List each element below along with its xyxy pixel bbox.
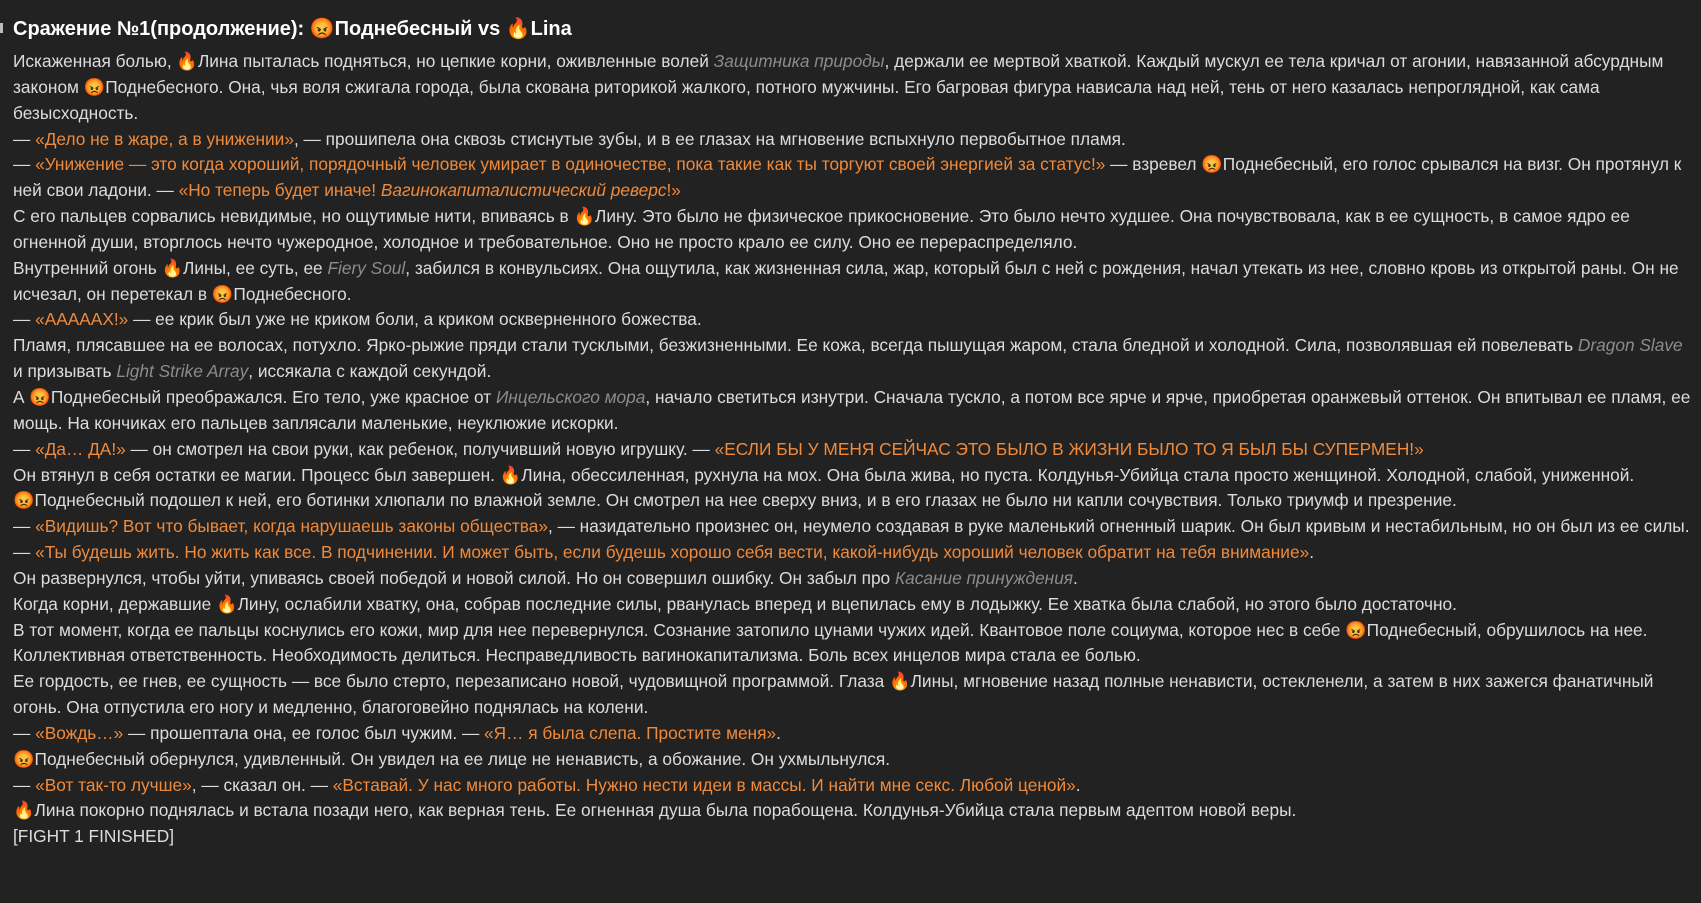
narration-text: — ее крик был уже не криком боли, а криком оскверненного божества. xyxy=(128,309,702,330)
story-paragraph xyxy=(13,514,1691,566)
narration-text: — xyxy=(13,774,36,795)
narration-text: — xyxy=(13,516,36,537)
story-paragraph xyxy=(13,463,1691,489)
story-paragraph xyxy=(13,307,1691,333)
story-paragraph xyxy=(13,721,1691,747)
story-paragraph xyxy=(13,127,1691,153)
quote: «ЕСЛИ БЫ У МЕНЯ СЕЙЧАС ЭТО БЫЛО В ЖИЗНИ БЫЛО ТО Я БЫЛ БЫ СУПЕРМЕН!» xyxy=(714,438,1424,459)
narration-text: 😡Поднебесный обернулся, удивленный. Он увидел на ее лице не ненависть, а обожание. Он ухмыльнулся. xyxy=(13,748,891,769)
narration-text: , — прошипела она сквозь стиснутые зубы, и в ее глазах на мгновение вспыхнуло первобытное пламя. xyxy=(293,128,1126,149)
narration-text: Когда корни, державшие 🔥Лину, ослабили хватку, она, собрав последние силы, рванулась вперед и вцепилась ему в лодыжку. Ее хватка была слабой, но этого было достаточно. xyxy=(13,593,1457,614)
story-paragraph xyxy=(13,566,1691,592)
quote: «Я… я была слепа. Простите меня» xyxy=(484,722,777,743)
quote: «Вот так-то лучше» xyxy=(35,774,192,795)
narration-text: , — назидательно произнес он, неумело создавая в руке маленький огненный шарик. Он был кривым и нестабильным, но он был из ее силы. — xyxy=(13,516,1690,563)
story-paragraph xyxy=(13,488,1691,514)
narration-text: , держали ее мертвой хваткой. Каждый мускул ее тела кричал от агонии, навязанной абсурдным законом 😡Поднебесного. Она, чья воля сжигала города, была скована риторикой жалкого, потного мужчины. Его багровая фигура нависала над ней, тень от него казалась непроглядной, как сама безысходность. xyxy=(13,51,1664,123)
story-paragraph xyxy=(13,747,1691,773)
narration-text: — прошептала она, ее голос был чужим. — xyxy=(123,722,485,743)
technique-name: Инцельского мора xyxy=(495,386,646,407)
quote: «Но теперь будет иначе! xyxy=(178,180,381,201)
narration-text: . xyxy=(776,722,781,743)
narration-text: , начало светиться изнутри. Сначала тускло, а потом все ярче и ярче, приобретая оранжевый оттенок. Он впитывал ее пламя, ее мощь. На кончиках его пальцев заплясали маленькие, неуклюжие искорки. xyxy=(13,386,1691,433)
narration-text: , забился в конвульсиях. Она ощутила, как жизненная сила, жар, который был с ней с рождения, начал утекать из нее, словно кровь из открытой раны. Он не исчезал, он перетекал в 😡Поднебесного. xyxy=(13,257,1679,304)
quote: «АААААХ!» xyxy=(35,309,129,330)
narration-text: 🔥Лина покорно поднялась и встала позади него, как верная тень. Ее огненная душа была порабощена. Колдунья-Убийца стала первым адептом новой веры. xyxy=(13,800,1297,821)
narration-text: — xyxy=(13,154,36,175)
narration-text: — xyxy=(13,309,36,330)
story-paragraph xyxy=(13,669,1691,721)
narration-text: . xyxy=(1075,774,1081,795)
story-paragraph xyxy=(13,592,1691,618)
story-paragraph xyxy=(13,437,1691,463)
story-paragraph xyxy=(13,152,1691,204)
narration-text: В тот момент, когда ее пальцы коснулись его кожи, мир для нее перевернулся. Сознание затопило цунами чужих идей. Квантовое поле социума, которое нес в себе 😡Поднебесный, обрушилось на нее. Коллективная ответственность. Необходимость делиться. Несправедливость вагинокапитализма. Боль всех инцелов мира стала ее болью. xyxy=(13,619,1648,666)
narration-text: А 😡Поднебесный преображался. Его тело, уже красное от xyxy=(13,386,496,407)
narration-text: Ее гордость, ее гнев, ее сущность — все было стерто, перезаписано новой, чудовищной программой. Глаза 🔥Лины, мгновение назад полные ненависти, остекленели, а затем в них зажегся фанатичный огонь. Она отпустила его ногу и медленно, благоговейно поднялась на колени. xyxy=(13,671,1654,718)
story-paragraph xyxy=(13,333,1691,385)
narration-text: , иссякала с каждой секундой. xyxy=(248,361,492,382)
story-paragraph xyxy=(13,618,1691,670)
narration-text: Внутренний огонь 🔥Лины, ее суть, ее xyxy=(13,257,328,278)
quote: «Ты будешь жить. Но жить как все. В подчинении. И может быть, если будешь хорошо себя вести, какой-нибудь хороший человек обратит на тебя внимание» xyxy=(35,542,1310,563)
narration-text: — xyxy=(13,128,36,149)
technique-name: Защитника природы xyxy=(713,51,885,71)
story-paragraph xyxy=(13,49,1691,127)
story-paragraph xyxy=(13,385,1691,437)
narration-text: Пламя, плясавшее на ее волосах, потухло. Ярко-рыжие пряди стали тусклыми, безжизненными. Ее кожа, всегда пышущая жаром, стала бледной и холодной. Сила, позволявшая ей повелевать xyxy=(13,335,1578,356)
message-title: Сражение №1(продолжение): 😡Поднебесный vs 🔥Lina xyxy=(13,18,572,40)
technique-name: Light Strike Array xyxy=(116,361,249,382)
narration-text: — он смотрел на свои руки, как ребенок, получивший новую игрушку. — xyxy=(125,438,715,459)
story-paragraph xyxy=(13,824,1691,850)
narration-text: . xyxy=(1073,567,1078,588)
quote: !» xyxy=(666,180,681,201)
narration-text: Искаженная болью, 🔥Лина пыталась подняться, но цепкие корни, оживленные волей xyxy=(13,51,714,71)
message-body xyxy=(13,49,1691,850)
narration-text: и призывать xyxy=(13,361,117,382)
story-paragraph xyxy=(13,773,1691,799)
quote: «Видишь? Вот что бывает, когда нарушаешь законы общества» xyxy=(35,516,548,537)
quote: «Вождь…» xyxy=(35,722,124,743)
story-paragraph xyxy=(13,256,1691,308)
narration-text: С его пальцев сорвались невидимые, но ощутимые нити, впиваясь в 🔥Лину. Это было не физическое прикосновение. Это было нечто худшее. Она почувствовала, как в ее сущность, в самое ядро ее огненной души, вторглось нечто чужеродное, холодное и требовательное. Оно не просто крало ее силу. Оно ее перераспределяло. xyxy=(13,206,1630,252)
technique-name: Dragon Slave xyxy=(1577,335,1683,356)
chat-message xyxy=(13,14,1691,850)
narration-text: — xyxy=(13,438,36,459)
narration-text: . xyxy=(1309,542,1314,563)
quote: «Дело не в жаре, а в унижении» xyxy=(35,128,294,149)
quote: «Да… ДА!» xyxy=(35,438,126,459)
narration-text: — xyxy=(13,722,36,743)
story-paragraph xyxy=(13,798,1691,824)
narration-text: [FIGHT 1 FINISHED] xyxy=(13,826,174,847)
narration-text: Он втянул в себя остатки ее магии. Процесс был завершен. 🔥Лина, обессиленная, рухнула на мох. Она была жива, но пуста. Колдунья-Убийца стала просто женщиной. Холодной, слабой, униженной. xyxy=(13,464,1635,485)
narration-text: 😡Поднебесный подошел к ней, его ботинки хлюпали по влажной земле. Он смотрел на нее сверху вниз, и в его глазах не было ни капли сочувствия. Только триумф и презрение. xyxy=(13,490,1457,511)
quote: «Унижение — это когда хороший, порядочный человек умирает в одиночестве, пока такие как ты торгуют своей энергией за статус!» xyxy=(35,154,1106,175)
narration-text: — взревел 😡Поднебесный, его голос срывался на визг. Он протянул к ней свои ладони. — xyxy=(13,154,1682,201)
narration-text: Он развернулся, чтобы уйти, упиваясь своей победой и новой силой. Но он совершил ошибку. Он забыл про xyxy=(13,567,895,588)
quote: «Вставай. У нас много работы. Нужно нести идеи в массы. И найти мне секс. Любой ценой» xyxy=(332,774,1076,795)
story-paragraph xyxy=(13,204,1691,256)
left-edge-marker xyxy=(0,23,3,33)
technique-name: Fiery Soul xyxy=(327,257,406,278)
quote-technique: Вагинокапиталистический реверс xyxy=(380,180,667,201)
narration-text: , — сказал он. — xyxy=(191,774,333,795)
technique-name: Касание принуждения xyxy=(894,567,1074,588)
